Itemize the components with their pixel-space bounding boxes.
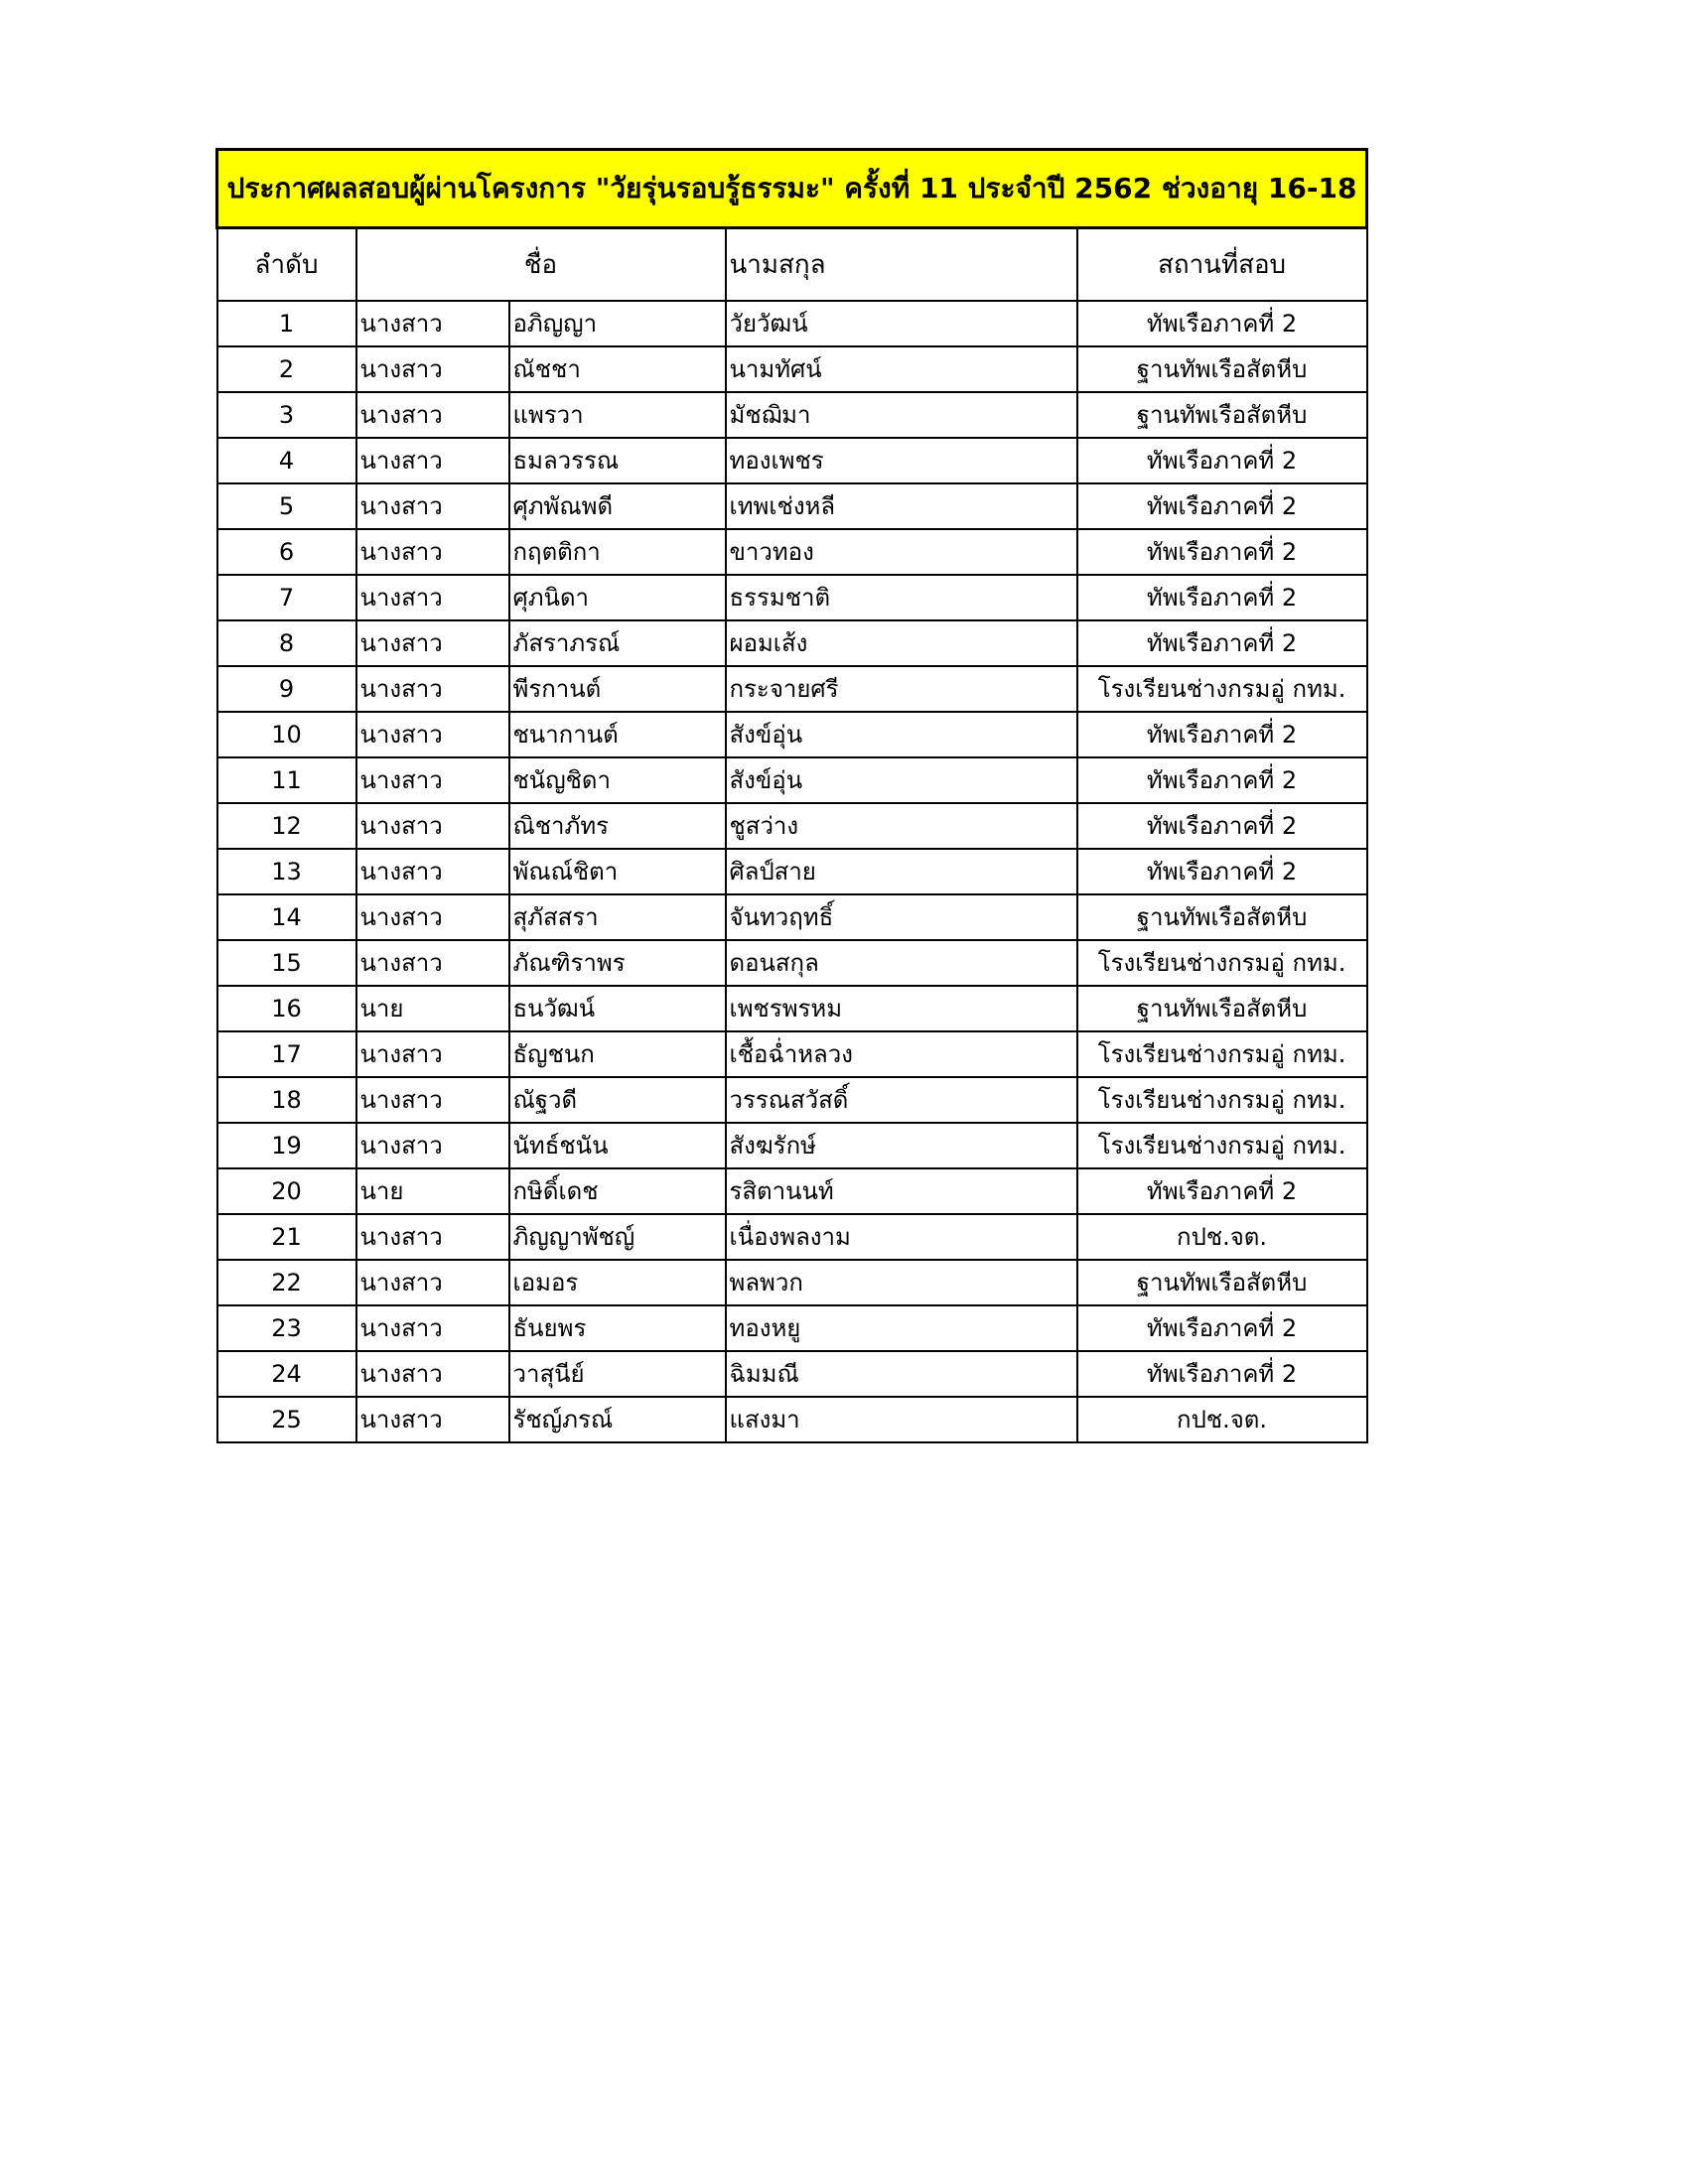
table-row	[217, 1260, 1367, 1305]
row-first-name: สุภัสสรา	[509, 894, 726, 940]
announcement-title: ประกาศผลสอบผู้ผ่านโครงการ "วัยรุ่นรอบรู้ธรรมะ" ครั้งที่ 11 ประจำปี 2562 ช่วงอายุ 16-18	[217, 150, 1367, 228]
table-row	[217, 986, 1367, 1031]
row-surname: ธรรมชาติ	[726, 575, 1077, 620]
row-number: 6	[217, 529, 356, 575]
row-exam-venue: ทัพเรือภาคที่ 2	[1077, 483, 1367, 529]
row-title-prefix: นางสาว	[356, 620, 509, 666]
table-row	[217, 1168, 1367, 1214]
row-number: 16	[217, 986, 356, 1031]
row-surname: เนื่องพลงาม	[726, 1214, 1077, 1260]
row-surname: สังฆรักษ์	[726, 1123, 1077, 1168]
row-exam-venue: ทัพเรือภาคที่ 2	[1077, 575, 1367, 620]
row-title-prefix: นางสาว	[356, 1260, 509, 1305]
row-title-prefix: นางสาว	[356, 392, 509, 438]
row-title-prefix: นางสาว	[356, 1123, 509, 1168]
row-first-name: รัชญ์ภรณ์	[509, 1397, 726, 1442]
row-surname: ผอมเส้ง	[726, 620, 1077, 666]
row-first-name: ศุภนิดา	[509, 575, 726, 620]
row-surname: ดอนสกุล	[726, 940, 1077, 986]
table-row	[217, 712, 1367, 757]
row-surname: กระจายศรี	[726, 666, 1077, 712]
row-number: 14	[217, 894, 356, 940]
row-number: 3	[217, 392, 356, 438]
row-number: 9	[217, 666, 356, 712]
header-surname: นามสกุล	[726, 228, 1077, 302]
table-row	[217, 894, 1367, 940]
title-row	[217, 150, 1367, 228]
row-surname: เทพเช่งหลี	[726, 483, 1077, 529]
row-title-prefix: นางสาว	[356, 1031, 509, 1077]
row-first-name: ศุภพัณพดี	[509, 483, 726, 529]
row-exam-venue: ทัพเรือภาคที่ 2	[1077, 1168, 1367, 1214]
table-row	[217, 1351, 1367, 1397]
row-number: 12	[217, 803, 356, 849]
table-row	[217, 620, 1367, 666]
row-title-prefix: นางสาว	[356, 301, 509, 346]
table-row	[217, 757, 1367, 803]
row-number: 23	[217, 1305, 356, 1351]
row-exam-venue: โรงเรียนช่างกรมอู่ กทม.	[1077, 940, 1367, 986]
row-title-prefix: นางสาว	[356, 1397, 509, 1442]
header-name: ชื่อ	[356, 228, 726, 302]
row-first-name: นัทธ์ชนัน	[509, 1123, 726, 1168]
row-title-prefix: นางสาว	[356, 575, 509, 620]
row-number: 5	[217, 483, 356, 529]
table-row	[217, 1123, 1367, 1168]
row-number: 2	[217, 346, 356, 392]
row-surname: ศิลป์สาย	[726, 849, 1077, 894]
row-number: 22	[217, 1260, 356, 1305]
table-row	[217, 392, 1367, 438]
row-surname: พลพวก	[726, 1260, 1077, 1305]
row-exam-venue: ทัพเรือภาคที่ 2	[1077, 301, 1367, 346]
row-surname: นามทัศน์	[726, 346, 1077, 392]
row-exam-venue: ฐานทัพเรือสัตหีบ	[1077, 986, 1367, 1031]
row-exam-venue: ทัพเรือภาคที่ 2	[1077, 529, 1367, 575]
header-order: ลำดับ	[217, 228, 356, 302]
row-title-prefix: นางสาว	[356, 346, 509, 392]
row-number: 4	[217, 438, 356, 483]
table-row	[217, 803, 1367, 849]
row-first-name: แพรวา	[509, 392, 726, 438]
row-surname: ทองเพชร	[726, 438, 1077, 483]
row-number: 24	[217, 1351, 356, 1397]
row-surname: จันทวฤทธิ์	[726, 894, 1077, 940]
row-number: 19	[217, 1123, 356, 1168]
row-title-prefix: นางสาว	[356, 1214, 509, 1260]
row-exam-venue: ทัพเรือภาคที่ 2	[1077, 1351, 1367, 1397]
row-surname: สังข์อุ่น	[726, 712, 1077, 757]
row-title-prefix: นางสาว	[356, 712, 509, 757]
row-exam-venue: ทัพเรือภาคที่ 2	[1077, 1305, 1367, 1351]
row-first-name: ชนากานต์	[509, 712, 726, 757]
table-row	[217, 1397, 1367, 1442]
row-surname: วรรณสวัสดิ์	[726, 1077, 1077, 1123]
row-exam-venue: ทัพเรือภาคที่ 2	[1077, 803, 1367, 849]
row-exam-venue: กปช.จต.	[1077, 1214, 1367, 1260]
table-row	[217, 346, 1367, 392]
row-number: 1	[217, 301, 356, 346]
row-title-prefix: นางสาว	[356, 666, 509, 712]
header-venue: สถานที่สอบ	[1077, 228, 1367, 302]
row-exam-venue: โรงเรียนช่างกรมอู่ กทม.	[1077, 666, 1367, 712]
row-first-name: ณัฐวดี	[509, 1077, 726, 1123]
row-first-name: ธนวัฒน์	[509, 986, 726, 1031]
row-surname: เชื้อฉ่ำหลวง	[726, 1031, 1077, 1077]
row-first-name: พีรกานต์	[509, 666, 726, 712]
row-title-prefix: นางสาว	[356, 1305, 509, 1351]
row-exam-venue: ทัพเรือภาคที่ 2	[1077, 620, 1367, 666]
header-row	[217, 228, 1367, 302]
row-exam-venue: โรงเรียนช่างกรมอู่ กทม.	[1077, 1031, 1367, 1077]
row-first-name: เอมอร	[509, 1260, 726, 1305]
table-row	[217, 1305, 1367, 1351]
row-number: 21	[217, 1214, 356, 1260]
table-row	[217, 301, 1367, 346]
table-row	[217, 849, 1367, 894]
table-row	[217, 1077, 1367, 1123]
table-row	[217, 483, 1367, 529]
row-number: 8	[217, 620, 356, 666]
row-exam-venue: ฐานทัพเรือสัตหีบ	[1077, 1260, 1367, 1305]
row-surname: เพชรพรหม	[726, 986, 1077, 1031]
row-first-name: ภิญญาพัชญ์	[509, 1214, 726, 1260]
row-surname: แสงมา	[726, 1397, 1077, 1442]
row-number: 7	[217, 575, 356, 620]
row-surname: ขาวทอง	[726, 529, 1077, 575]
table-row	[217, 1031, 1367, 1077]
row-surname: วัยวัฒน์	[726, 301, 1077, 346]
results-table	[215, 148, 1368, 1443]
row-number: 20	[217, 1168, 356, 1214]
row-first-name: กฤตติกา	[509, 529, 726, 575]
row-first-name: ธมลวรรณ	[509, 438, 726, 483]
row-first-name: ธันยพร	[509, 1305, 726, 1351]
row-title-prefix: นางสาว	[356, 803, 509, 849]
row-first-name: ธัญชนก	[509, 1031, 726, 1077]
row-surname: ฉิมมณี	[726, 1351, 1077, 1397]
row-title-prefix: นาย	[356, 986, 509, 1031]
row-first-name: วาสุนีย์	[509, 1351, 726, 1397]
table-row	[217, 529, 1367, 575]
row-first-name: ภัณฑิราพร	[509, 940, 726, 986]
row-exam-venue: ฐานทัพเรือสัตหีบ	[1077, 392, 1367, 438]
row-title-prefix: นาย	[356, 1168, 509, 1214]
row-title-prefix: นางสาว	[356, 940, 509, 986]
row-exam-venue: ทัพเรือภาคที่ 2	[1077, 757, 1367, 803]
table-body	[217, 150, 1367, 1443]
row-title-prefix: นางสาว	[356, 894, 509, 940]
row-first-name: ณัชชา	[509, 346, 726, 392]
row-surname: รสิตานนท์	[726, 1168, 1077, 1214]
row-exam-venue: ฐานทัพเรือสัตหีบ	[1077, 894, 1367, 940]
row-surname: มัชฌิมา	[726, 392, 1077, 438]
row-exam-venue: โรงเรียนช่างกรมอู่ กทม.	[1077, 1077, 1367, 1123]
row-exam-venue: โรงเรียนช่างกรมอู่ กทม.	[1077, 1123, 1367, 1168]
row-first-name: พัณณ์ชิตา	[509, 849, 726, 894]
row-first-name: ภัสราภรณ์	[509, 620, 726, 666]
row-first-name: ชนัญชิดา	[509, 757, 726, 803]
row-title-prefix: นางสาว	[356, 1077, 509, 1123]
row-title-prefix: นางสาว	[356, 529, 509, 575]
row-number: 13	[217, 849, 356, 894]
row-exam-venue: กปช.จต.	[1077, 1397, 1367, 1442]
row-surname: สังข์อุ่น	[726, 757, 1077, 803]
row-number: 17	[217, 1031, 356, 1077]
row-first-name: ณิชาภัทร	[509, 803, 726, 849]
table-row	[217, 438, 1367, 483]
row-title-prefix: นางสาว	[356, 1351, 509, 1397]
row-number: 25	[217, 1397, 356, 1442]
row-number: 18	[217, 1077, 356, 1123]
row-number: 10	[217, 712, 356, 757]
row-first-name: กษิดิ์เดช	[509, 1168, 726, 1214]
row-surname: ชูสว่าง	[726, 803, 1077, 849]
table-row	[217, 666, 1367, 712]
row-title-prefix: นางสาว	[356, 757, 509, 803]
row-exam-venue: ฐานทัพเรือสัตหีบ	[1077, 346, 1367, 392]
row-exam-venue: ทัพเรือภาคที่ 2	[1077, 712, 1367, 757]
row-surname: ทองหยู	[726, 1305, 1077, 1351]
table-row	[217, 575, 1367, 620]
table-row	[217, 1214, 1367, 1260]
row-title-prefix: นางสาว	[356, 849, 509, 894]
row-title-prefix: นางสาว	[356, 438, 509, 483]
table-row	[217, 940, 1367, 986]
row-exam-venue: ทัพเรือภาคที่ 2	[1077, 438, 1367, 483]
row-exam-venue: ทัพเรือภาคที่ 2	[1077, 849, 1367, 894]
row-number: 11	[217, 757, 356, 803]
row-first-name: อภิญญา	[509, 301, 726, 346]
row-number: 15	[217, 940, 356, 986]
row-title-prefix: นางสาว	[356, 483, 509, 529]
